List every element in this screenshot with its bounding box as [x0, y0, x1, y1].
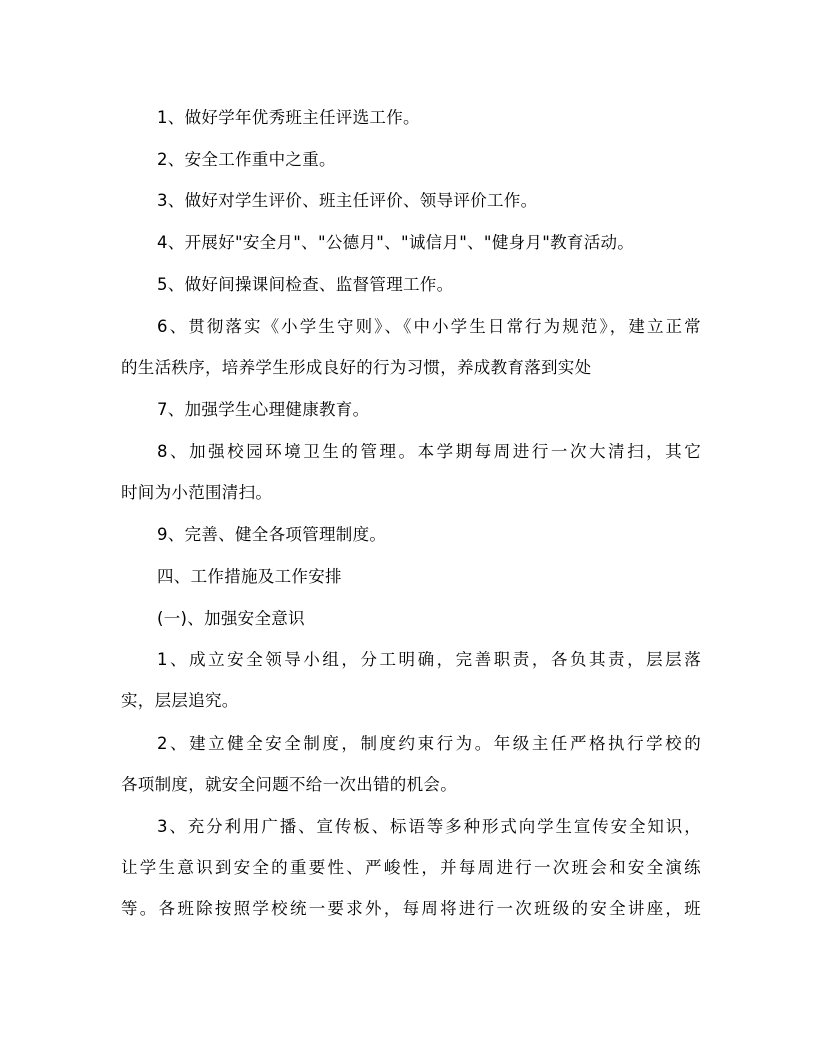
- paragraph-line: 时间为小范围清扫。: [121, 483, 273, 502]
- paragraph-line: 6、贯彻落实《小学生守则》、《中小学生日常行为规范》，建立正常: [157, 317, 701, 336]
- section-heading: [121, 556, 701, 597]
- heading-line: (一)、加强安全意识: [157, 609, 305, 628]
- paragraph-line: 9、完善、健全各项管理制度。: [157, 525, 387, 544]
- paragraph-12: [121, 806, 701, 929]
- paragraph-line: 让学生意识到安全的重要性、严峻性，并每周进行一次班会和安全演练: [121, 858, 701, 877]
- paragraph-line: 2、安全工作重中之重。: [157, 150, 336, 169]
- paragraph-line: 2、建立健全安全制度，制度约束行为。年级主任严格执行学校的: [157, 734, 701, 753]
- paragraph-line: 实，层层追究。: [121, 691, 239, 710]
- paragraph-line: 等。各班除按照学校统一要求外，每周将进行一次班级的安全讲座，班: [121, 899, 701, 918]
- subsection-heading: [121, 598, 701, 639]
- paragraph-10: [121, 639, 701, 721]
- paragraph-line: 8、加强校园环境卫生的管理。本学期每周进行一次大清扫，其它: [157, 442, 701, 461]
- paragraph-2: [121, 139, 701, 180]
- paragraph-line: 的生活秩序，培养学生形成良好的行为习惯，养成教育落到实处: [121, 358, 592, 377]
- paragraph-1: [121, 97, 701, 138]
- paragraph-line: 3、做好对学生评价、班主任评价、领导评价工作。: [157, 191, 538, 210]
- paragraph-9: [121, 514, 701, 555]
- paragraph-6: [121, 306, 701, 388]
- paragraph-line: 各项制度，就安全问题不给一次出错的机会。: [121, 775, 457, 794]
- paragraph-line: 5、做好间操课间检查、监督管理工作。: [157, 275, 454, 294]
- paragraph-4: [121, 222, 701, 263]
- paragraph-line: 3、充分利用广播、宣传板、标语等多种形式向学生宣传安全知识，: [157, 817, 701, 836]
- paragraph-line: 1、做好学年优秀班主任评选工作。: [157, 108, 420, 127]
- paragraph-line: 1、成立安全领导小组，分工明确，完善职责，各负其责，层层落: [157, 650, 701, 669]
- paragraph-line: 4、开展好"安全月"、"公德月"、"诚信月"、"健身月"教育活动。: [157, 233, 635, 252]
- heading-line: 四、工作措施及工作安排: [157, 567, 342, 586]
- paragraph-5: [121, 264, 701, 305]
- paragraph-7: [121, 389, 701, 430]
- paragraph-line: 7、加强学生心理健康教育。: [157, 400, 370, 419]
- paragraph-11: [121, 723, 701, 805]
- paragraph-3: [121, 180, 701, 221]
- paragraph-8: [121, 431, 701, 513]
